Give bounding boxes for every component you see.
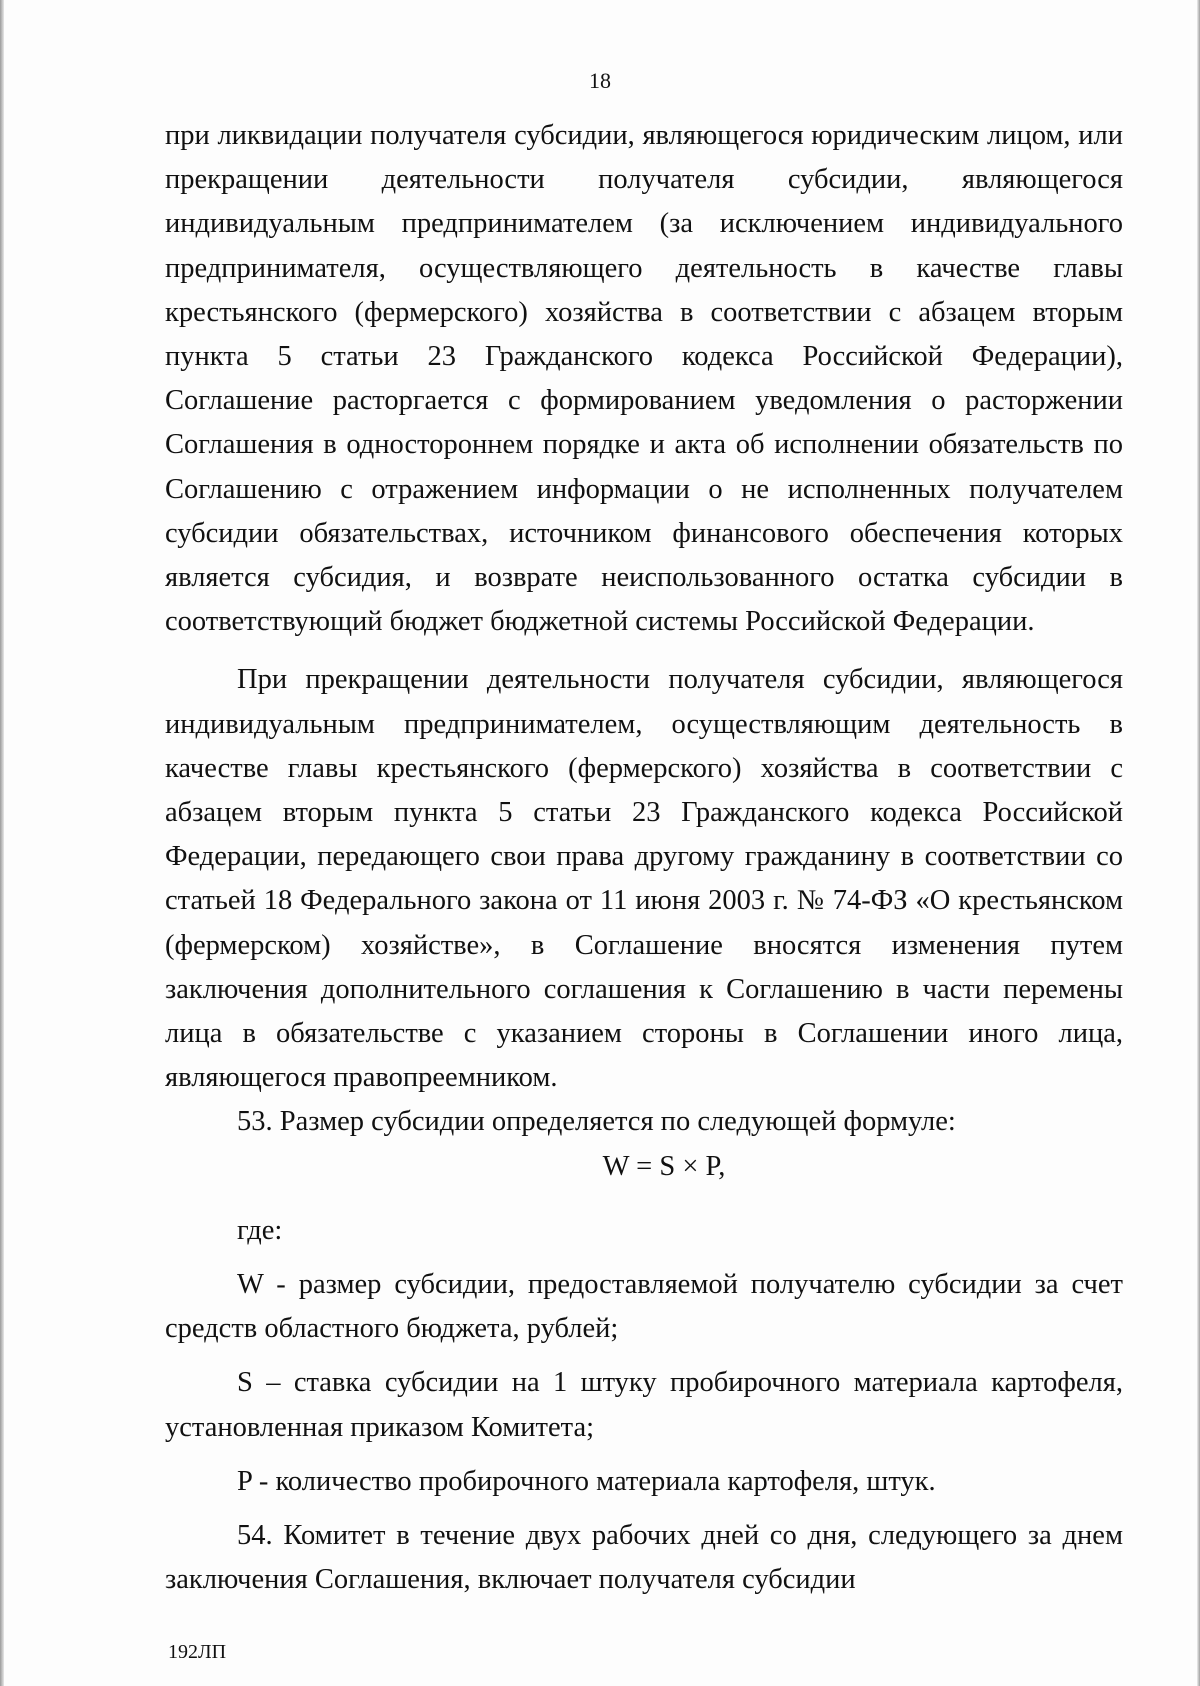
- definition-w: W - размер субсидии, предоставляемой получателю субсидии за счет средств областного бюджета, рублей;: [165, 1269, 1123, 1345]
- footer-document-code: 192ЛП: [168, 1641, 227, 1663]
- page-number: 18: [589, 68, 611, 93]
- paragraph-liquidation: при ликвидации получателя субсидии, являющегося юридическим лицом, или прекращении деятельности получателя субсидии, являющегося индивидуальным предпринимателем (за исключением индивидуального предпринимателя, осуществляющего деятельность в качестве главы крестьянского (фермерского) хозяйства в соответствии с абзацем вторым пункта 5 статьи 23 Гражданского кодекса Российской Федерации), Соглашение расторгается с формированием уведомления о расторжении Соглашения в одностороннем порядке и акта об исполнении обязательств по Соглашению с отражением информации о не исполненных получателем субсидии обязательствах, источником финансового обеспечения которых является субсидия, и возврате неиспользованного остатка субсидии в соответствующий бюджет бюджетной системы Российской Федерации.: [165, 120, 1123, 638]
- paragraph-54: 54. Комитет в течение двух рабочих дней со дня, следующего за днем заключения Соглашения, включает получателя субсидии: [165, 1520, 1123, 1596]
- document-body: [165, 114, 1123, 1603]
- definition-s: S – ставка субсидии на 1 штуку пробирочного материала картофеля, установленная приказом Комитета;: [165, 1367, 1123, 1443]
- paragraph-termination: При прекращении деятельности получателя субсидии, являющегося индивидуальным предпринимателем, осуществляющим деятельность в качестве главы крестьянского (фермерского) хозяйства в соответствии с абзацем вторым пункта 5 статьи 23 Гражданского кодекса Российской Федерации, передающего свои права другому гражданину в соответствии со статьей 18 Федерального закона от 11 июня 2003 г. № 74-ФЗ «О крестьянском (фермерском) хозяйстве», в Соглашение вносятся изменения путем заключения дополнительного соглашения к Соглашению в части перемены лица в обязательстве с указанием стороны в Соглашении иного лица, являющегося правопреемником.: [165, 664, 1123, 1094]
- paragraph-53: 53. Размер субсидии определяется по следующей формуле:: [237, 1106, 956, 1138]
- where-label: где:: [237, 1214, 283, 1246]
- scan-edge-left: [0, 0, 4, 1686]
- definition-p: P - количество пробирочного материала картофеля, штук.: [237, 1465, 936, 1497]
- subsidy-formula: W = S × P,: [602, 1150, 726, 1182]
